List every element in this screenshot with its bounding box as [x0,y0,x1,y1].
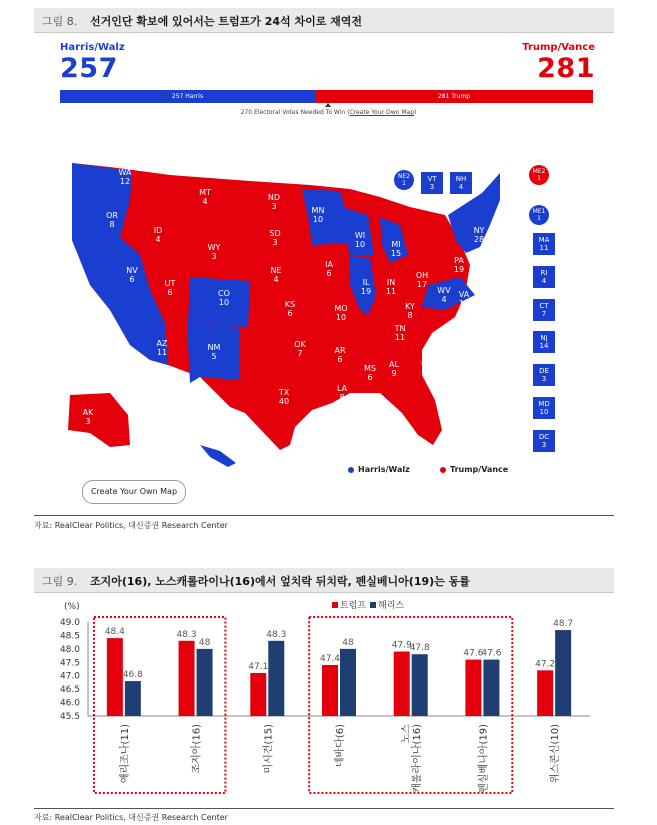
category-label: 노스 [401,724,413,744]
state-label-ca [92,301,103,319]
state-abbr: UT [164,279,176,288]
legend-trump-label: Trump/Vance [450,465,509,474]
state-ev: 10 [312,215,324,224]
state-ev: 4 [273,275,279,284]
state-ev: 8 [407,311,413,320]
district-ne2[interactable] [394,170,414,190]
state-label-nd [268,193,280,211]
district-ev: 1 [402,180,406,187]
district-abbr: ME2 [532,168,546,175]
needed-note: 270 Electoral Votes Needed To Win (Create Your Own Map) [240,109,417,116]
state-abbr: MS [364,364,376,373]
state-abbr: FL [450,414,460,423]
state-box-abbr: NH [455,175,467,183]
data-label: 47.6 [463,648,484,659]
state-abbr: WI [354,231,366,240]
state-abbr: VA [458,290,470,299]
figure8-number: 그림 8. [42,15,78,28]
state-box-abbr: MA [538,236,550,244]
state-abbr: OR [106,211,118,220]
state-abbr: AR [334,346,346,355]
state-ev: 12 [119,177,131,186]
state-ev: 17 [416,280,428,289]
state-abbr: ND [267,193,281,202]
data-label: 47.8 [409,643,430,654]
y-tick-label: 48.0 [59,644,80,655]
state-box-abbr: CT [539,302,549,310]
state-box-ev: 3 [541,441,547,449]
state-label-ks [285,300,295,318]
state-box-ev: 3 [429,183,435,191]
state-ev: 10 [218,298,230,307]
category-label: 캐롤라이나(16) [412,724,424,793]
state-box-ma[interactable] [533,233,555,255]
trump-name: Trump/Vance [522,42,595,53]
state-abbr: MT [199,188,211,197]
bar-harris [412,654,428,716]
bar-chart [0,592,657,822]
data-label: 48.7 [553,619,574,630]
figure8-title: 선거인단 확보에 있어서는 트럼프가 24석 차이로 재역전 [90,15,363,28]
district-ev: 1 [537,175,541,182]
state-ev: 9 [391,369,397,378]
y-tick-label: 48.5 [59,631,80,642]
state-box-vt[interactable] [421,172,443,194]
category-label: 펜실베니아(19) [478,724,490,793]
state-label-co [218,289,230,307]
bar-trump [107,638,123,716]
state-ev: 7 [297,349,303,358]
state-abbr: PA [454,256,464,265]
needed-text: 270 Electoral Votes Needed To Win [240,109,346,116]
state-abbr: OK [294,340,306,349]
data-label: 47.4 [319,653,341,664]
harris-vote-bar: 257 Harris [60,90,315,103]
bar-trump [394,652,410,716]
state-ev: 11 [156,348,168,357]
state-label-va [459,290,469,308]
state-label-mt [199,188,211,206]
harris-name: Harris/Walz [60,42,125,53]
district-abbr: NE2 [397,173,411,180]
category-label: 네바다(6) [335,724,346,768]
data-label: 47.6 [481,648,502,659]
data-label: 48.4 [104,627,125,638]
state-label-nc [463,319,475,337]
state-box-ev: 4 [458,183,464,191]
state-abbr: IN [386,278,396,287]
state-ev: 6 [167,288,173,297]
state-ev: 3 [211,252,217,261]
legend-harris-dot [348,467,354,473]
state-abbr: NY [473,226,485,235]
legend-harris-label: Harris/Walz [358,465,410,474]
state-abbr: AK [82,408,94,417]
y-tick-label: 47.0 [59,671,80,682]
state-ev: 6 [287,309,293,318]
figure8-header [34,8,614,33]
figure9-rule [34,808,614,809]
state-abbr: HI [258,466,268,475]
state-ev: 10 [335,313,347,322]
state-abbr: ID [153,226,163,235]
state-box-abbr: DE [539,367,549,375]
data-label: 48 [198,637,211,648]
state-ev: 4 [155,235,161,244]
data-label: 47.9 [391,640,412,651]
state-ev: 30 [449,423,461,432]
create-map-button[interactable]: Create Your Own Map [82,480,186,504]
state-abbr: IA [325,260,333,269]
y-axis-unit: (%) [64,602,80,612]
state-abbr: NC [463,319,475,328]
state-box-ev: 4 [541,277,547,285]
state-label-hi [259,466,267,484]
state-box-ev: 3 [541,375,547,383]
state-abbr: NE [270,266,282,275]
figure8-rule [34,515,614,516]
state-ev: 11 [385,287,397,296]
create-map-link[interactable]: Create Your Own Map [349,109,414,116]
state-label-az [157,339,168,357]
state-box-ri[interactable] [533,266,555,288]
state-label-al [389,360,399,378]
state-ev: 19 [360,287,372,296]
state-box-dc[interactable] [533,430,555,452]
bar-trump [250,673,266,716]
state-box-ev: 14 [539,342,549,350]
state-abbr: WY [207,243,221,252]
state-label-nv [126,266,137,284]
legend-swatch-trump [332,602,338,608]
state-ev: 15 [390,249,402,258]
state-label-ky [405,302,415,320]
state-box-ev: 10 [539,408,549,416]
bar-trump [465,660,481,716]
state-label-mo [334,304,347,322]
figure9-number: 그림 9. [42,575,78,588]
state-abbr: KY [405,302,415,311]
state-label-mi [391,240,401,258]
y-tick-label: 46.0 [59,698,80,709]
state-abbr: OH [415,271,429,280]
state-ev: 40 [278,397,290,406]
state-label-in [386,278,396,296]
state-ev: 3 [272,238,278,247]
bar-harris [197,649,213,716]
state-abbr: SD [269,229,281,238]
threshold-marker [325,103,331,107]
state-ev: 6 [367,373,373,382]
state-box-de[interactable] [533,364,555,386]
y-tick-label: 49.0 [59,618,80,628]
state-ev: 13 [458,299,470,308]
state-abbr: MI [391,240,401,249]
state-ev: 6 [326,269,332,278]
state-abbr: TX [278,388,290,397]
state-ev: 8 [109,220,115,229]
state-label-ar [334,346,345,364]
district-me2[interactable] [529,165,549,185]
state-label-sd [269,229,280,247]
state-abbr: MN [311,206,325,215]
bar-harris [483,660,499,716]
bar-harris [340,649,356,716]
data-label: 47.1 [248,662,269,673]
state-abbr: GA [421,359,433,368]
district-abbr: ME1 [532,208,546,215]
state-label-ak [83,408,94,426]
state-ev: 4 [260,475,266,484]
data-label: 48.3 [176,629,197,640]
state-ev: 3 [85,417,91,426]
legend-trump [440,465,508,474]
state-ev: 19 [453,265,465,274]
state-abbr: NV [126,266,138,275]
state-box-md[interactable] [533,397,555,419]
state-label-tn [395,324,406,342]
state-abbr: KS [284,300,296,309]
state-box-abbr: DC [538,433,550,441]
bar-trump [537,670,553,716]
state-label-sc [445,342,456,360]
state-box-ev: 11 [539,244,549,252]
bar-trump [322,665,338,716]
state-label-ne [270,266,281,284]
state-ev: 54 [92,310,104,319]
figure8-source: 자료: RealClear Politics, 대신증권 Research Center [34,521,228,530]
state-abbr: ME [509,186,521,195]
state-label-la [337,384,347,402]
state-ev: 16 [421,368,433,377]
category-label: 조지아(16) [191,724,203,774]
state-ev: 5 [211,352,217,361]
state-label-ms [364,364,376,382]
state-ev: 6 [129,275,135,284]
figure9-header [34,568,614,593]
state-abbr: MO [334,304,348,313]
y-tick-label: 47.5 [59,658,80,669]
state-label-tx [279,388,289,406]
figure9-source: 자료: RealClear Politics, 대신증권 Research Center [34,813,228,822]
state-box-nj[interactable] [533,331,555,353]
trump-votes: 281 [537,53,595,84]
trump-vote-bar: 281 Trump [315,90,593,103]
state-ev: 9 [447,351,453,360]
legend-label-trump: 트럼프 [340,601,367,611]
state-box-abbr: NJ [540,334,548,342]
state-label-ny [474,226,485,244]
state-label-pa [454,256,464,274]
state-label-wi [355,231,365,249]
state-label-ok [294,340,306,358]
district-ev: 1 [537,215,541,222]
state-ev: 8 [339,393,345,402]
state-ev: 3 [271,202,277,211]
district-me1[interactable] [529,205,549,225]
bar-harris [555,630,571,716]
state-label-wa [119,168,132,186]
state-box-ev: 7 [541,310,547,318]
map-hi [200,445,236,467]
state-abbr: AL [389,360,399,369]
state-label-wv [437,286,450,304]
state-ev: 28 [473,235,485,244]
category-label: 위스콘신(10) [550,724,562,784]
state-abbr: WV [437,286,451,295]
bar-harris [268,641,284,716]
state-label-ga [421,359,433,377]
state-abbr: SC [444,342,456,351]
data-label: 47.2 [535,659,556,670]
data-label: 48.3 [266,629,287,640]
state-label-ut [165,279,176,297]
electoral-map [50,145,521,505]
state-ev: 10 [354,240,366,249]
state-abbr: AZ [156,339,168,348]
state-label-or [106,211,118,229]
state-abbr: CO [218,289,230,298]
state-ev: 4 [202,197,208,206]
harris-votes: 257 [60,53,118,84]
bar-harris [125,681,141,716]
state-label-wy [208,243,221,261]
state-box-abbr: MD [538,400,550,408]
state-box-abbr: VT [427,175,437,183]
legend-label-harris: 해리스 [378,601,405,611]
state-ev: 16 [463,328,475,337]
state-label-nm [208,343,221,361]
state-abbr: NM [207,343,221,352]
state-label-mn [312,206,325,224]
state-label-ia [325,260,333,278]
map-ak [68,393,130,447]
y-tick-label: 46.5 [59,685,80,696]
data-label: 48 [342,637,354,648]
state-label-il [361,278,371,296]
state-abbr: CA [92,301,104,310]
state-abbr: TN [394,324,406,333]
legend-trump-dot [440,467,446,473]
figure9-title: 조지아(16), 노스캐롤라이나(16)에서 엎치락 뒤치락, 펜실베니아(19)는 동률 [90,575,470,588]
legend-swatch-harris [370,602,376,608]
state-ev: 6 [337,355,343,364]
bar-trump [179,641,195,716]
legend-harris [348,465,410,474]
state-label-me [509,186,521,204]
state-box-ct[interactable] [533,299,555,321]
state-ev: 11 [394,333,406,342]
data-label: 46.8 [122,670,143,681]
y-tick-label: 45.5 [59,712,80,722]
state-box-abbr: RI [540,269,548,277]
category-label: 애리조나(11) [119,724,131,784]
state-label-fl [450,414,460,432]
state-box-nh[interactable] [450,172,472,194]
category-label: 미시건(15) [263,724,275,774]
state-label-oh [416,271,428,289]
state-abbr: LA [336,384,348,393]
state-label-id [154,226,163,244]
state-ev: 2 [512,195,518,204]
state-ev: 4 [441,295,447,304]
state-abbr: IL [362,278,370,287]
state-abbr: WA [118,168,132,177]
